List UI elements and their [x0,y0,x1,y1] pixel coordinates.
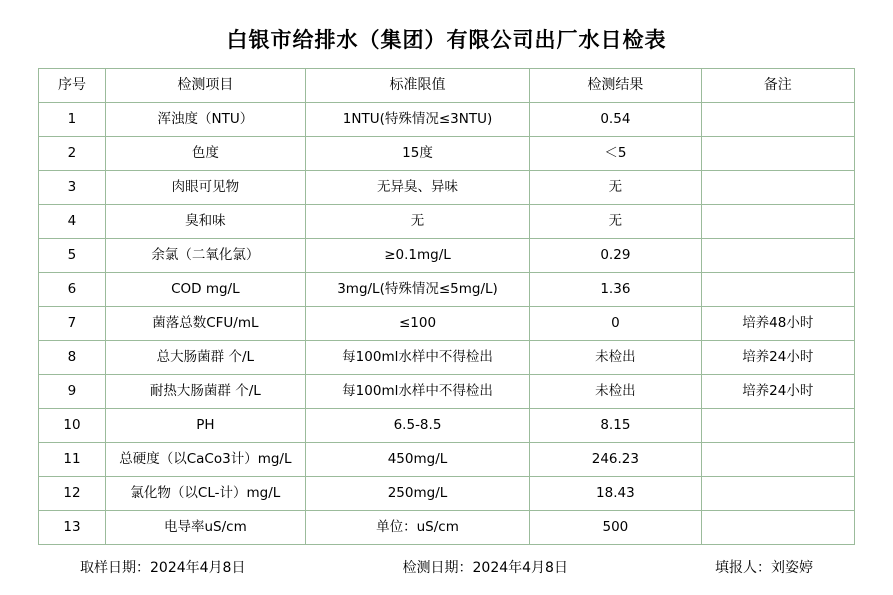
water-quality-table [38,68,855,545]
cell-no: 3 [39,171,106,205]
cell-result: 18.43 [530,477,701,511]
sampling-date: 取样日期：2024年4月8日 [80,560,246,576]
table-row [39,375,855,409]
cell-no: 2 [39,137,106,171]
cell-remark [701,409,854,443]
cell-item: 耐热大肠菌群 个/L [105,375,305,409]
cell-result: 0 [530,307,701,341]
cell-limit: 每100ml水样中不得检出 [305,341,529,375]
cell-no: 10 [39,409,106,443]
table-row [39,443,855,477]
cell-item: 电导率uS/cm [105,511,305,545]
cell-limit: 1NTU(特殊情况≤3NTU) [305,103,529,137]
cell-no: 9 [39,375,106,409]
cell-remark: 培养24小时 [701,375,854,409]
footer [0,545,893,577]
cell-limit: 每100ml水样中不得检出 [305,375,529,409]
cell-remark: 培养24小时 [701,341,854,375]
cell-limit: 6.5-8.5 [305,409,529,443]
table-row [39,171,855,205]
cell-item: 余氯（二氧化氯） [105,239,305,273]
table-row [39,103,855,137]
page-title: 白银市给排水（集团）有限公司出厂水日检表 [226,27,667,52]
cell-limit: 15度 [305,137,529,171]
cell-no: 8 [39,341,106,375]
cell-item: 菌落总数CFU/mL [105,307,305,341]
cell-remark [701,511,854,545]
cell-no: 7 [39,307,106,341]
cell-result: ＜5 [530,137,701,171]
cell-remark [701,477,854,511]
cell-remark [701,205,854,239]
cell-remark [701,443,854,477]
column-header-no: 序号 [39,69,106,103]
cell-limit: 单位：uS/cm [305,511,529,545]
cell-no: 6 [39,273,106,307]
table-row [39,511,855,545]
table-header [39,69,855,103]
cell-remark [701,171,854,205]
column-header-remark: 备注 [701,69,854,103]
cell-limit: 250mg/L [305,477,529,511]
table-container [0,68,893,545]
cell-limit: 3mg/L(特殊情况≤5mg/L) [305,273,529,307]
cell-result: 无 [530,205,701,239]
cell-limit: ≥0.1mg/L [305,239,529,273]
cell-remark [701,137,854,171]
cell-remark [701,273,854,307]
cell-no: 5 [39,239,106,273]
column-header-limit: 标准限值 [305,69,529,103]
column-header-item: 检测项目 [105,69,305,103]
cell-result: 1.36 [530,273,701,307]
cell-result: 0.29 [530,239,701,273]
cell-result: 500 [530,511,701,545]
cell-item: 臭和味 [105,205,305,239]
cell-no: 11 [39,443,106,477]
table-header-row [39,69,855,103]
cell-item: 浑浊度（NTU） [105,103,305,137]
cell-no: 12 [39,477,106,511]
cell-result: 无 [530,171,701,205]
table-row [39,409,855,443]
cell-result: 8.15 [530,409,701,443]
cell-remark [701,239,854,273]
cell-result: 未检出 [530,375,701,409]
reporter-name: 填报人：刘姿婷 [715,560,813,576]
cell-remark [701,103,854,137]
testing-date: 检测日期：2024年4月8日 [402,560,568,576]
cell-no: 1 [39,103,106,137]
cell-limit: 无 [305,205,529,239]
cell-no: 13 [39,511,106,545]
cell-limit: 无异臭、异味 [305,171,529,205]
table-body [39,103,855,545]
cell-limit: ≤100 [305,307,529,341]
table-row [39,307,855,341]
table-row [39,477,855,511]
cell-item: PH [105,409,305,443]
table-row [39,341,855,375]
cell-no: 4 [39,205,106,239]
cell-remark: 培养48小时 [701,307,854,341]
cell-item: 氯化物（以CL-计）mg/L [105,477,305,511]
cell-item: 总硬度（以CaCo3计）mg/L [105,443,305,477]
cell-result: 246.23 [530,443,701,477]
cell-item: 色度 [105,137,305,171]
table-row [39,239,855,273]
cell-result: 0.54 [530,103,701,137]
table-row [39,273,855,307]
cell-result: 未检出 [530,341,701,375]
cell-item: 总大肠菌群 个/L [105,341,305,375]
cell-item: COD mg/L [105,273,305,307]
cell-item: 肉眼可见物 [105,171,305,205]
table-row [39,205,855,239]
column-header-result: 检测结果 [530,69,701,103]
table-row [39,137,855,171]
cell-limit: 450mg/L [305,443,529,477]
